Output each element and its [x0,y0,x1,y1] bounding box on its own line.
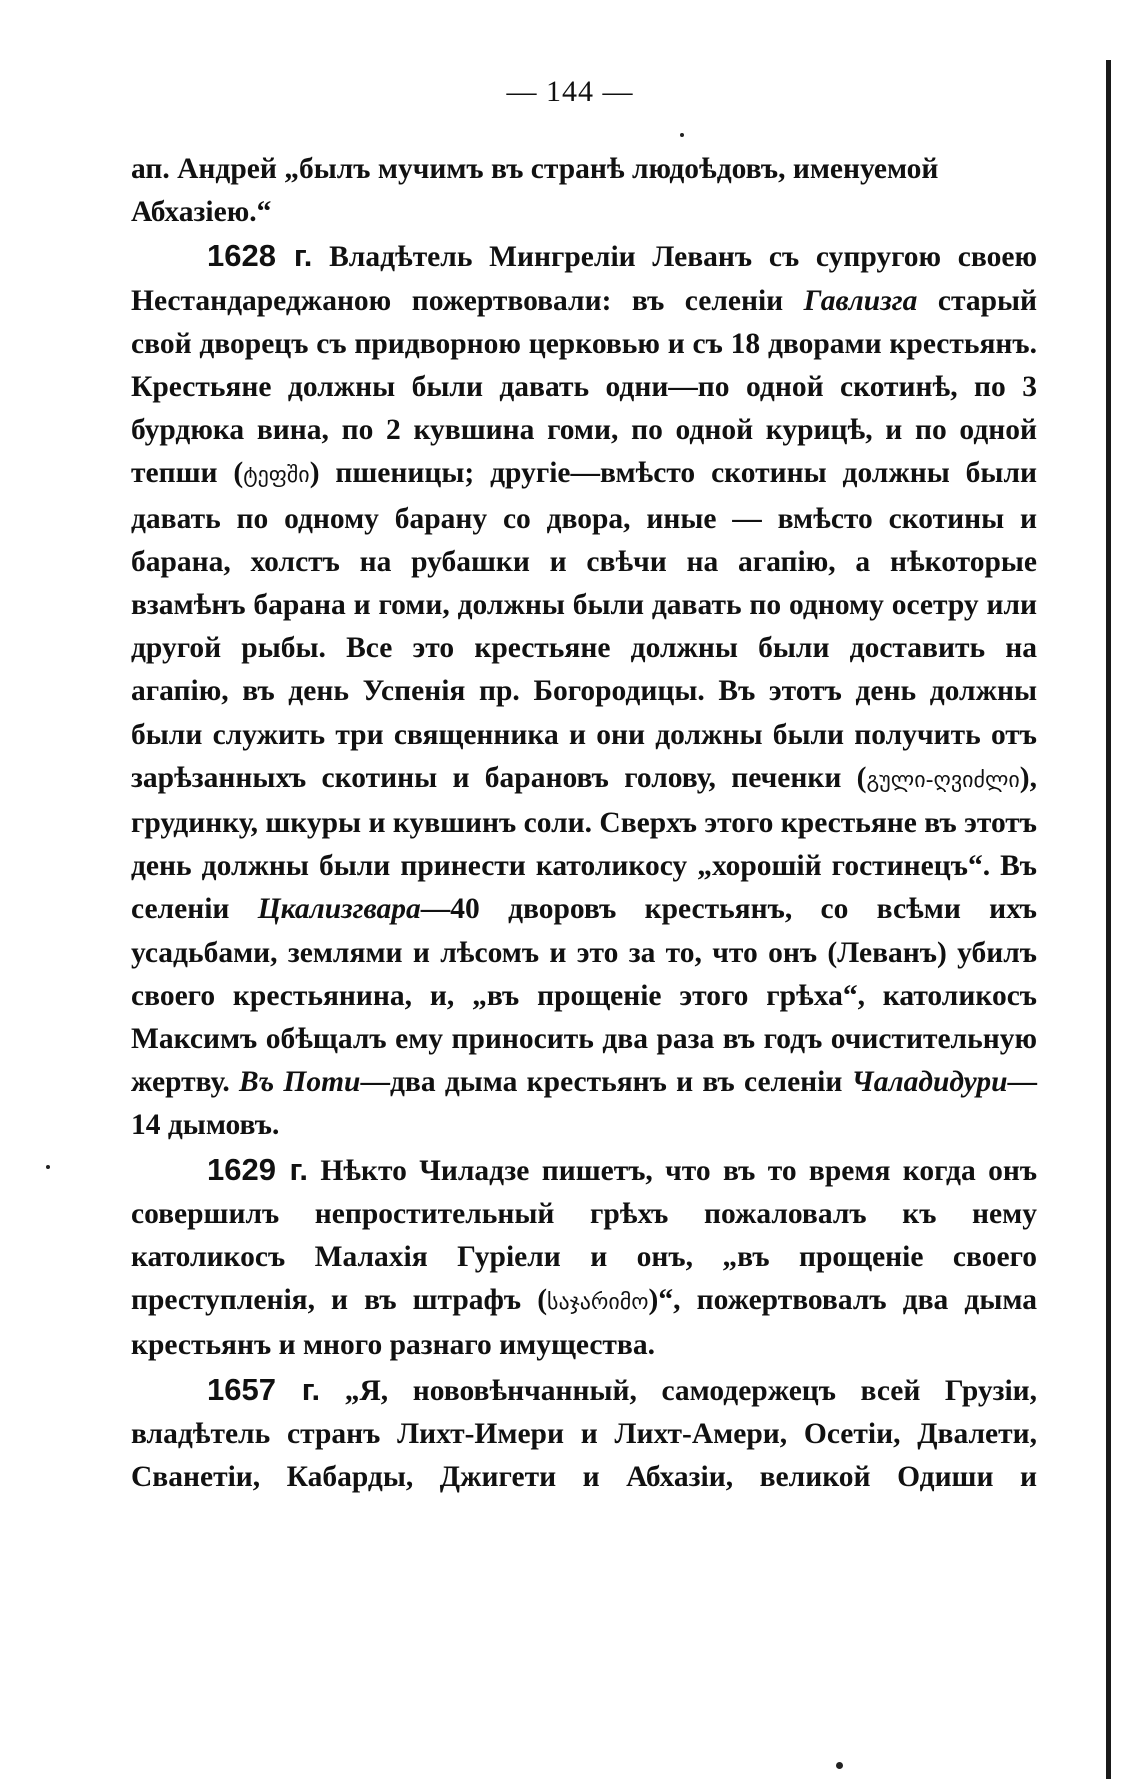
paragraph-text: старый свой дворецъ съ придворною церковью и съ 18 дворами крестьянъ. Крестьяне должны были давать одни—по одной скотинѣ, по 3 бурдюка вина, по 2 кувшина гоми, по одной курицѣ, и по одной тепши ( [131,284,1038,490]
page-edge-rule [1106,60,1111,1779]
print-speck [680,133,684,137]
georgian-term: გული-ღვიძლი [866,767,1020,793]
year-heading: 1629 г. [207,1151,308,1187]
place-name: Чаладидури [851,1066,1008,1099]
paragraph-text: )“, пожертвовалъ два дыма крестьянъ и много разнаго имущества. [131,1284,1037,1362]
paragraph-1629 [131,1148,1037,1368]
text-line: ап. Андрей „былъ мучимъ въ странѣ людоѣдовъ, именуемой [131,153,939,185]
year-heading: 1657 г. [207,1371,321,1407]
paragraph-text: —14 дымовъ. [131,1066,1037,1142]
paragraph-1657 [131,1368,1037,1500]
paragraph-text: —40 дворовъ крестьянъ, со всѣми ихъ усадьбами, землями и лѣсомъ и это за то, что онъ (Леванъ) убилъ своего крестьянина, и, „въ прощеніе этого грѣха“, католикосъ Максимъ обѣщалъ ему приносить два раза въ годъ очистительную жертву. [131,893,1037,1099]
paragraph-text: Владѣтель Мингреліи Леванъ съ супругою своею Нестандареджаною пожертвовали: въ селеніи [131,241,1037,317]
page-body [131,148,1037,1499]
georgian-term: საჯარიმო [547,1290,649,1316]
year-heading: 1628 г. [207,238,313,274]
place-name: Въ Поти [238,1066,361,1099]
paragraph-1628 [131,234,1037,1147]
print-speck [836,1762,843,1769]
page-number: — 144 — [506,75,634,108]
paragraph-text: ), грудинку, шкуры и кувшинъ соли. Сверхъ этого крестьяне въ этотъ день должны были принести католикосу „хорошій гостинецъ“. Въ селеніи [131,761,1037,926]
print-speck [46,1165,50,1169]
paragraph-continuation [131,148,1037,234]
paragraph-text: „Я, нововѣнчанный, самодержецъ всей Грузіи, владѣтель странъ Лихт-Имери и Лихт-Амери, Осетіи, Двалети, Сванетіи, Кабарды, Джигети и Абхазіи, великой Одиши и [131,1374,1038,1494]
paragraph-text: ) пшеницы; другіе—вмѣсто скотины должны были давать по одному барану со двора, иные — вмѣсто скотины и барана, холстъ на рубашки и свѣчи на агапію, а нѣкоторые взамѣнъ барана и гоми, должны были давать по одному осетру или другой рыбы. Все это крестьяне должны были доставить на агапію, въ день Успенія пр. Богородицы. Въ этотъ день должны были служить три священника и они должны были получить отъ зарѣзанныхъ скотины и барановъ голову, печенки ( [131,457,1037,794]
text-line: Абхазіею.“ [131,196,272,229]
place-name: Гавлизга [803,284,918,317]
place-name: Цкализгвара [257,893,421,926]
georgian-term: ტეფში [243,463,310,489]
paragraph-text: —два дыма крестьянъ и въ селеніи [360,1066,843,1099]
paragraph-text: Нѣкто Чиладзе пишетъ, что въ то время когда онъ совершилъ непростительный грѣхъ пожаловалъ къ нему католикосъ Малахія Гуріели и онъ, „въ прощеніе своего преступленія, и въ штрафъ ( [131,1154,1038,1317]
